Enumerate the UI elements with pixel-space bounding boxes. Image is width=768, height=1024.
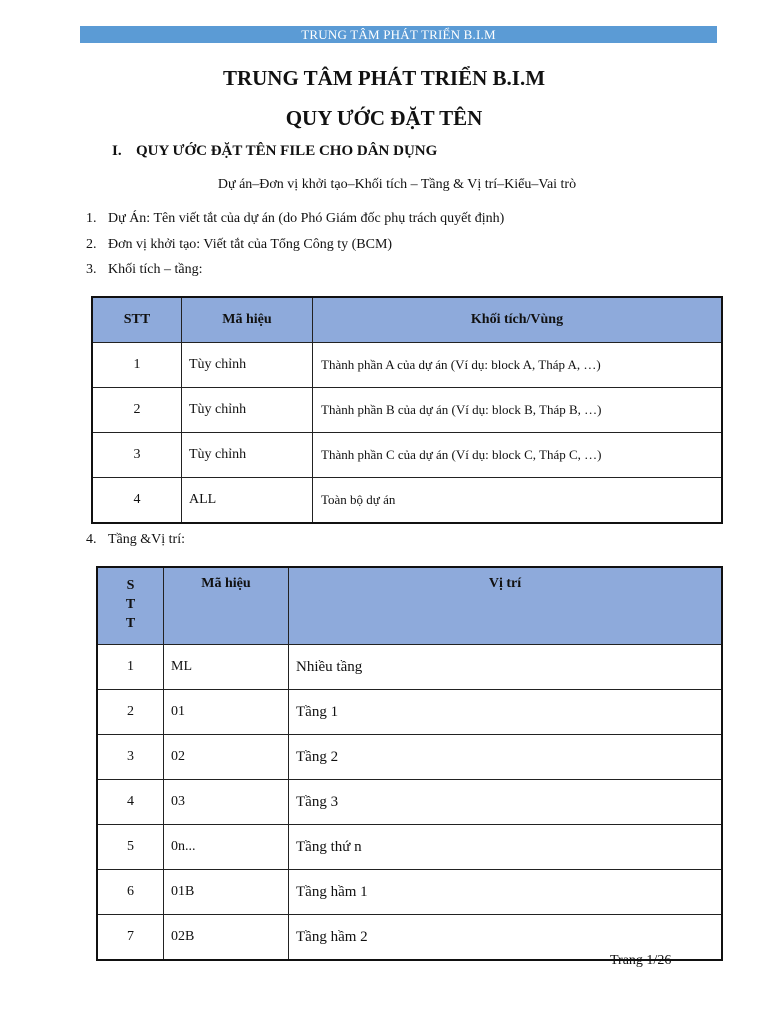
cell-code: 01B bbox=[164, 870, 289, 915]
list-number: 2. bbox=[86, 237, 97, 252]
cell-volume: Thành phần A của dự án (Ví dụ: block A, Tháp A, …) bbox=[313, 343, 723, 388]
cell-stt: 2 bbox=[97, 690, 164, 735]
cell-code: 02B bbox=[164, 915, 289, 961]
header-stt: STT bbox=[92, 297, 182, 343]
document-subtitle: QUY ƯỚC ĐẶT TÊN bbox=[285, 106, 483, 130]
list-number: 1. bbox=[86, 211, 97, 226]
table-header-row bbox=[92, 297, 722, 343]
volume-table bbox=[91, 296, 723, 524]
cell-stt: 4 bbox=[97, 780, 164, 825]
header-stt bbox=[97, 567, 164, 645]
cell-position: Tầng hầm 2 bbox=[289, 915, 723, 961]
cell-position: Nhiều tầng bbox=[289, 645, 723, 690]
table-row bbox=[97, 870, 722, 915]
table-row bbox=[97, 690, 722, 735]
section-number: I. bbox=[112, 143, 122, 159]
cell-stt: 6 bbox=[97, 870, 164, 915]
cell-stt: 1 bbox=[92, 343, 182, 388]
cell-code: Tùy chỉnh bbox=[182, 388, 313, 433]
cell-position: Tầng hầm 1 bbox=[289, 870, 723, 915]
cell-volume: Thành phần B của dự án (Ví dụ: block B, Tháp B, …) bbox=[313, 388, 723, 433]
table-row bbox=[92, 433, 722, 478]
naming-formula: Dự án–Đơn vị khởi tạo–Khối tích – Tầng & Vị trí–Kiểu–Vai trò bbox=[217, 177, 577, 192]
table-row bbox=[92, 343, 722, 388]
cell-position: Tầng 3 bbox=[289, 780, 723, 825]
table-row bbox=[92, 388, 722, 433]
list-text: Khối tích – tầng: bbox=[108, 262, 203, 277]
cell-stt: 7 bbox=[97, 915, 164, 961]
table-row bbox=[97, 780, 722, 825]
cell-stt: 3 bbox=[92, 433, 182, 478]
list-number: 3. bbox=[86, 262, 97, 277]
section-title: QUY ƯỚC ĐẶT TÊN FILE CHO DÂN DỤNG bbox=[136, 143, 438, 159]
cell-code: ALL bbox=[182, 478, 313, 524]
list-item bbox=[86, 262, 203, 278]
section-heading bbox=[112, 143, 437, 160]
list-text: Tầng &Vị trí: bbox=[108, 532, 185, 547]
cell-position: Tầng 2 bbox=[289, 735, 723, 780]
cell-code: ML bbox=[164, 645, 289, 690]
header-volume: Khối tích/Vùng bbox=[313, 297, 723, 343]
cell-stt: 3 bbox=[97, 735, 164, 780]
cell-code: Tùy chỉnh bbox=[182, 433, 313, 478]
cell-stt: 5 bbox=[97, 825, 164, 870]
header-code: Mã hiệu bbox=[164, 567, 289, 645]
table-header-row bbox=[97, 567, 722, 645]
cell-code: 01 bbox=[164, 690, 289, 735]
cell-position: Tầng 1 bbox=[289, 690, 723, 735]
cell-stt: 4 bbox=[92, 478, 182, 524]
list-number: 4. bbox=[86, 532, 97, 547]
list-item bbox=[86, 211, 504, 227]
table-row bbox=[97, 645, 722, 690]
page-header-banner: TRUNG TÂM PHÁT TRIỂN B.I.M bbox=[80, 26, 717, 43]
cell-code: 03 bbox=[164, 780, 289, 825]
header-stt-text: STT bbox=[125, 578, 136, 631]
cell-stt: 2 bbox=[92, 388, 182, 433]
cell-volume: Thành phần C của dự án (Ví dụ: block C, Tháp C, …) bbox=[313, 433, 723, 478]
table-row bbox=[92, 478, 722, 524]
floor-position-table bbox=[96, 566, 723, 961]
list-text: Đơn vị khởi tạo: Viết tắt của Tổng Công ty (BCM) bbox=[108, 237, 393, 252]
cell-code: 0n... bbox=[164, 825, 289, 870]
table-row bbox=[97, 825, 722, 870]
table-row bbox=[97, 735, 722, 780]
list-item bbox=[86, 237, 392, 253]
header-position: Vị trí bbox=[289, 567, 723, 645]
cell-code: 02 bbox=[164, 735, 289, 780]
header-code: Mã hiệu bbox=[182, 297, 313, 343]
list-item bbox=[86, 532, 185, 548]
cell-volume: Toàn bộ dự án bbox=[313, 478, 723, 524]
document-title: TRUNG TÂM PHÁT TRIỂN B.I.M bbox=[222, 66, 546, 90]
list-text: Dự Án: Tên viết tắt của dự án (do Phó Giám đốc phụ trách quyết định) bbox=[108, 211, 505, 226]
cell-position: Tầng thứ n bbox=[289, 825, 723, 870]
cell-stt: 1 bbox=[97, 645, 164, 690]
page-number: Trang 1/26 bbox=[610, 953, 672, 968]
cell-code: Tùy chỉnh bbox=[182, 343, 313, 388]
